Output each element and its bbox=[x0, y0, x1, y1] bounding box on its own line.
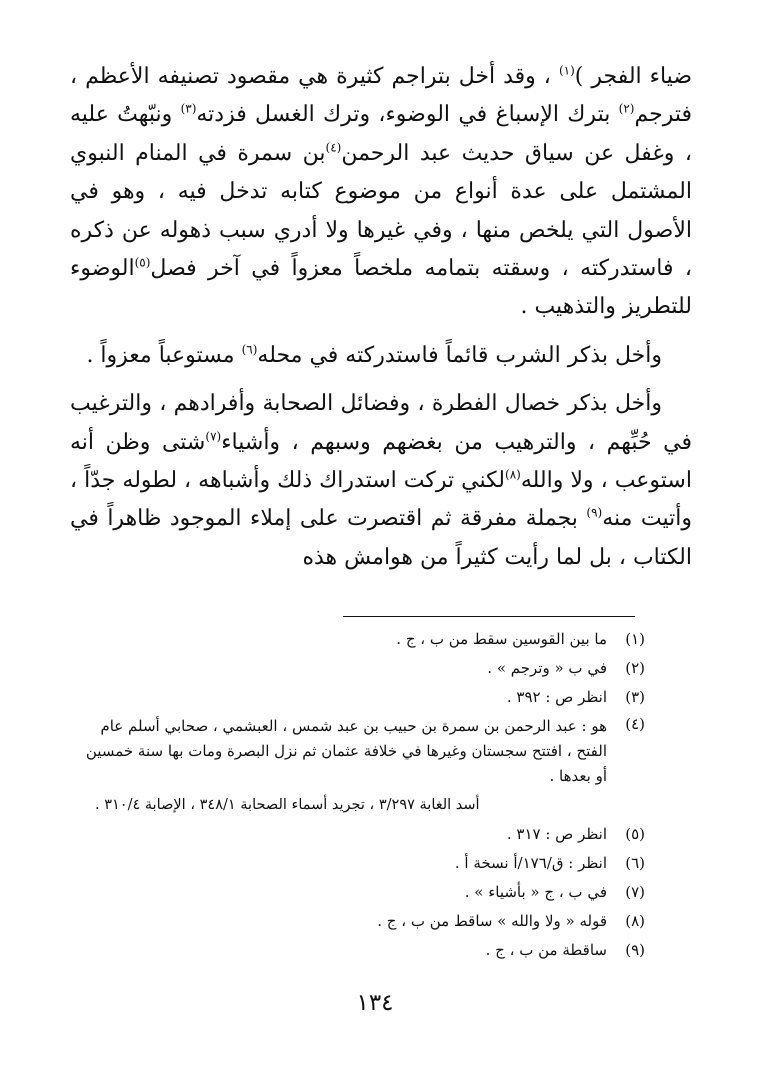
footnote-number: (٥) bbox=[625, 825, 645, 843]
footnote-number: (٨) bbox=[625, 912, 645, 930]
footnote-divider bbox=[343, 616, 635, 617]
text-segment: لكني تركت استدراك ذلك وأشباهه ، لطوله جدّاً ، وأتيت منه bbox=[70, 468, 693, 532]
footnote-5 bbox=[85, 820, 645, 849]
footnote-9 bbox=[85, 936, 645, 965]
text-segment: مستوعباً معزواً . bbox=[86, 342, 235, 368]
footnote-2 bbox=[85, 654, 645, 683]
paragraph-3 bbox=[70, 385, 692, 577]
footnote-text: ساقطة من ب ، ج . bbox=[485, 941, 607, 959]
footnote-4 bbox=[85, 712, 645, 791]
footnote-number: (٣) bbox=[625, 688, 645, 706]
text-segment: ضياء الفجر ) bbox=[574, 64, 693, 89]
text-segment: بن سمرة في المنام النبوي المشتمل على عدة أنواع من موضوع كتابه تدخل فيه ، وهو في الأصول التي يلخص منها ، وفي غيرها ولا أدري سبب ذهوله عن ذكره ، فاستدركته ، وسقته بتمامه ملخصاً معزواً في آخر فصل bbox=[70, 140, 692, 282]
footnote-ref[interactable]: (٨) bbox=[505, 467, 521, 482]
footnote-number: (٩) bbox=[625, 941, 645, 959]
footnote-1 bbox=[85, 625, 645, 654]
footnote-text: انظر ص : ٣١٧ . bbox=[506, 825, 607, 843]
footnote-text: هو : عبد الرحمن بن سمرة بن حبيب بن عبد شمس ، العبشمي ، صحابي أسلم عام الفتح ، افتتح سجستان وغيرها في خلافة عثمان ثم نزل البصرة ومات بها سنة خمسين أو بعدها . bbox=[85, 717, 607, 785]
footnote-number: (٢) bbox=[625, 659, 645, 677]
footnote-text: في ب « وترجم » . bbox=[487, 659, 607, 677]
footnote-number: (٧) bbox=[625, 883, 645, 901]
footnote-number: (٦) bbox=[625, 854, 645, 872]
footnote-3 bbox=[85, 683, 645, 712]
footnotes bbox=[85, 625, 645, 965]
footnote-7 bbox=[85, 878, 645, 907]
text-segment: ، وقد أخل بتراجم كثيرة هي مقصود تصنيفه الأعظم ، فترجم bbox=[70, 64, 693, 128]
text-segment: شتى وظن أنه استوعب ، ولا والله bbox=[70, 429, 692, 494]
text-segment: بجملة مفرقة ثم اقتصرت على إملاء الموجود ظاهراً في الكتاب ، بل لما رأيت كثيراً من هوامش هذه bbox=[70, 506, 692, 570]
footnote-text: قوله « ولا والله » ساقط من ب ، ج . bbox=[377, 912, 607, 930]
footnote-text: ما بين القوسين سقط من ب ، ج . bbox=[396, 630, 607, 648]
text-segment: وأخل بذكر الشرب قائماً فاستدركته في محله bbox=[257, 342, 662, 368]
text-segment: ونبّهتُ عليه ، وغفل عن سياق حديث عبد الرحمن bbox=[70, 102, 692, 166]
footnote-text: في ب ، ج « بأشياء » . bbox=[464, 883, 607, 901]
paragraph-2 bbox=[70, 337, 692, 375]
footnote-8 bbox=[85, 907, 645, 936]
footnote-text: انظر ص : ٣٩٢ . bbox=[506, 688, 607, 706]
footnote-number: (١) bbox=[625, 630, 645, 648]
text-segment: بترك الإسباغ في الوضوء، وترك الغسل فزدته bbox=[196, 102, 611, 128]
footnote-text: انظر : ق/١٧٦/أ نسخة أ . bbox=[454, 854, 607, 872]
footnote-ref[interactable]: (٤) bbox=[325, 140, 342, 155]
footnote-ref[interactable]: (٢) bbox=[618, 102, 635, 117]
footnote-4-sources: أسد الغابة ٣/٢٩٧ ، تجريد أسماء الصحابة ٣٤٨/١ ، الإصابة ٣١٠/٤ . bbox=[95, 797, 480, 813]
text-segment: وأخل بذكر خصال الفطرة ، وفضائل الصحابة وأفرادهم ، والترغيب في حُبِّهم ، والترهيب من بغضهم وسبهم ، وأشياء bbox=[70, 391, 692, 455]
footnote-ref[interactable]: (٣) bbox=[180, 102, 197, 117]
footnote-number: (٤) bbox=[625, 715, 645, 733]
footnote-ref[interactable]: (٩) bbox=[586, 506, 603, 521]
footnote-ref[interactable]: (٧) bbox=[205, 429, 222, 444]
text-segment: الوضوء للتطريز والتذهيب . bbox=[70, 256, 692, 320]
main-text bbox=[70, 58, 692, 577]
footnote-6 bbox=[85, 849, 645, 878]
footnote-ref[interactable]: (٦) bbox=[241, 342, 258, 357]
paragraph-1 bbox=[70, 58, 692, 327]
page-number: ١٣٤ bbox=[356, 990, 394, 1016]
footnote-ref[interactable]: (٥) bbox=[134, 255, 151, 270]
footnote-ref[interactable]: (١) bbox=[558, 63, 575, 78]
